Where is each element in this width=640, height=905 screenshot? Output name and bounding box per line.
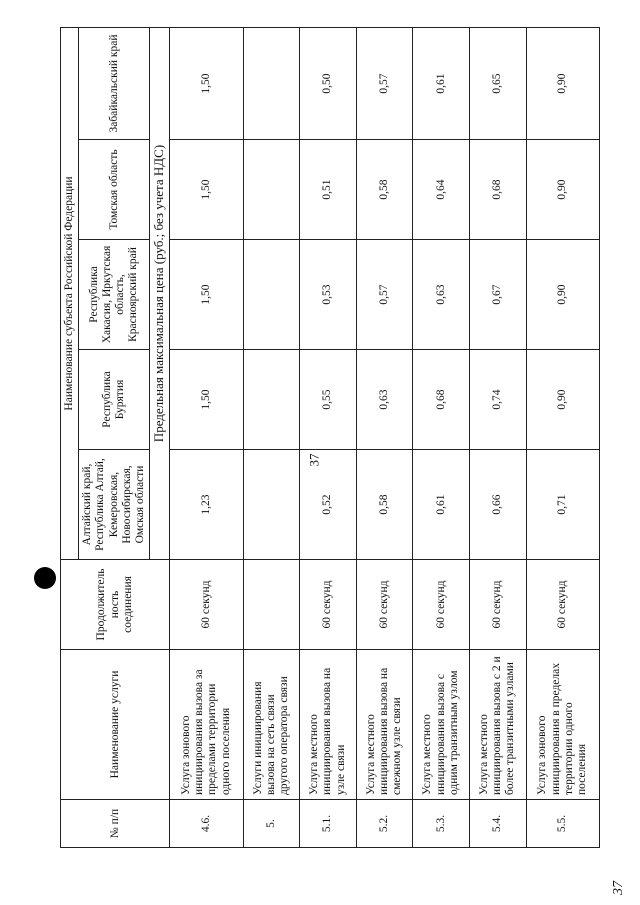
price-cell: 0,50 bbox=[300, 27, 357, 139]
service-name: Услуга местного инициирования вызова с 2 и более транзитными узлами bbox=[469, 650, 526, 800]
header-price: Предельная максимальная цена (руб.; без учета НДС) bbox=[150, 27, 170, 559]
price-cell: 0,90 bbox=[526, 240, 599, 350]
price-cell: 0,65 bbox=[469, 27, 526, 139]
header-duration: Продолжитель ность соединения bbox=[61, 560, 170, 650]
row-number: 5.3. bbox=[413, 800, 470, 848]
header-num: № п/п bbox=[61, 800, 170, 848]
price-cell: 0,90 bbox=[526, 140, 599, 240]
price-cell: 0,61 bbox=[413, 450, 470, 560]
duration-cell: 60 секунд bbox=[170, 560, 243, 650]
duration-cell bbox=[243, 560, 300, 650]
price-cell: 0,68 bbox=[469, 140, 526, 240]
row-number: 4.6. bbox=[170, 800, 243, 848]
table-row bbox=[170, 27, 243, 847]
price-cell: 0,55 bbox=[300, 350, 357, 450]
table-row bbox=[356, 27, 413, 847]
price-cell: 0,61 bbox=[413, 27, 470, 139]
row-number: 5.4. bbox=[469, 800, 526, 848]
price-cell bbox=[243, 450, 300, 560]
price-table-document bbox=[60, 28, 600, 848]
price-table bbox=[60, 27, 600, 848]
header-row-1 bbox=[61, 27, 79, 847]
table-row bbox=[526, 27, 599, 847]
header-region: Алтайский край, Республика Алтай, Кемеровская, Новосибирская, Омская области bbox=[79, 450, 150, 560]
header-region: Республика Хакасия, Иркутская область, Красноярский край bbox=[79, 240, 150, 350]
price-cell: 0,64 bbox=[413, 140, 470, 240]
table-row bbox=[300, 27, 357, 847]
service-name: Услуги инициирования вызова на сеть связи другого оператора связи bbox=[243, 650, 300, 800]
header-subject-group: Наименование субъекта Российской Федерации bbox=[61, 27, 79, 559]
page-number: 37 bbox=[306, 453, 322, 467]
price-cell: 0,57 bbox=[356, 240, 413, 350]
row-number: 5. bbox=[243, 800, 300, 848]
table-row bbox=[413, 27, 470, 847]
price-cell bbox=[243, 350, 300, 450]
row-number: 5.5. bbox=[526, 800, 599, 848]
price-cell bbox=[243, 240, 300, 350]
price-cell: 0,52 bbox=[300, 450, 357, 560]
price-cell: 0,53 bbox=[300, 240, 357, 350]
price-cell: 1,50 bbox=[170, 27, 243, 139]
price-cell: 0,90 bbox=[526, 350, 599, 450]
price-cell: 0,66 bbox=[469, 450, 526, 560]
duration-cell: 60 секунд bbox=[300, 560, 357, 650]
duration-cell: 60 секунд bbox=[526, 560, 599, 650]
row-number: 5.1. bbox=[300, 800, 357, 848]
header-region: Республика Бурятия bbox=[79, 350, 150, 450]
service-name: Услуга местного инициирования вызова с одним транзитным узлом bbox=[413, 650, 470, 800]
price-cell: 0,74 bbox=[469, 350, 526, 450]
table-row bbox=[469, 27, 526, 847]
service-name: Услуга зонового инициирования в пределах территории одного поселения bbox=[526, 650, 599, 800]
duration-cell: 60 секунд bbox=[413, 560, 470, 650]
price-cell: 1,23 bbox=[170, 450, 243, 560]
price-cell: 0,63 bbox=[413, 240, 470, 350]
price-cell: 0,58 bbox=[356, 140, 413, 240]
price-cell: 0,90 bbox=[526, 27, 599, 139]
service-name: Услуга местного инициирования вызова на узле связи bbox=[300, 650, 357, 800]
service-name: Услуга местного инициирования вызова на смежном узле связи bbox=[356, 650, 413, 800]
handwritten-page-number: 37 bbox=[611, 881, 626, 895]
price-cell: 0,71 bbox=[526, 450, 599, 560]
price-cell: 0,57 bbox=[356, 27, 413, 139]
price-cell bbox=[243, 140, 300, 240]
duration-cell: 60 секунд bbox=[469, 560, 526, 650]
price-cell: 0,51 bbox=[300, 140, 357, 240]
price-cell: 1,50 bbox=[170, 350, 243, 450]
price-cell: 0,68 bbox=[413, 350, 470, 450]
price-cell: 1,50 bbox=[170, 240, 243, 350]
table-row bbox=[243, 27, 300, 847]
price-cell: 0,58 bbox=[356, 450, 413, 560]
price-cell: 0,63 bbox=[356, 350, 413, 450]
header-service: Наименование услуги bbox=[61, 650, 170, 800]
row-number: 5.2. bbox=[356, 800, 413, 848]
price-cell: 0,67 bbox=[469, 240, 526, 350]
punch-hole-left bbox=[34, 567, 56, 589]
service-name: Услуга зонового инициирования вызова за пределами территории одного поселения bbox=[170, 650, 243, 800]
header-region: Забайкальский край bbox=[79, 27, 150, 139]
price-cell: 1,50 bbox=[170, 140, 243, 240]
duration-cell: 60 секунд bbox=[356, 560, 413, 650]
price-cell bbox=[243, 27, 300, 139]
header-region: Томская область bbox=[79, 140, 150, 240]
